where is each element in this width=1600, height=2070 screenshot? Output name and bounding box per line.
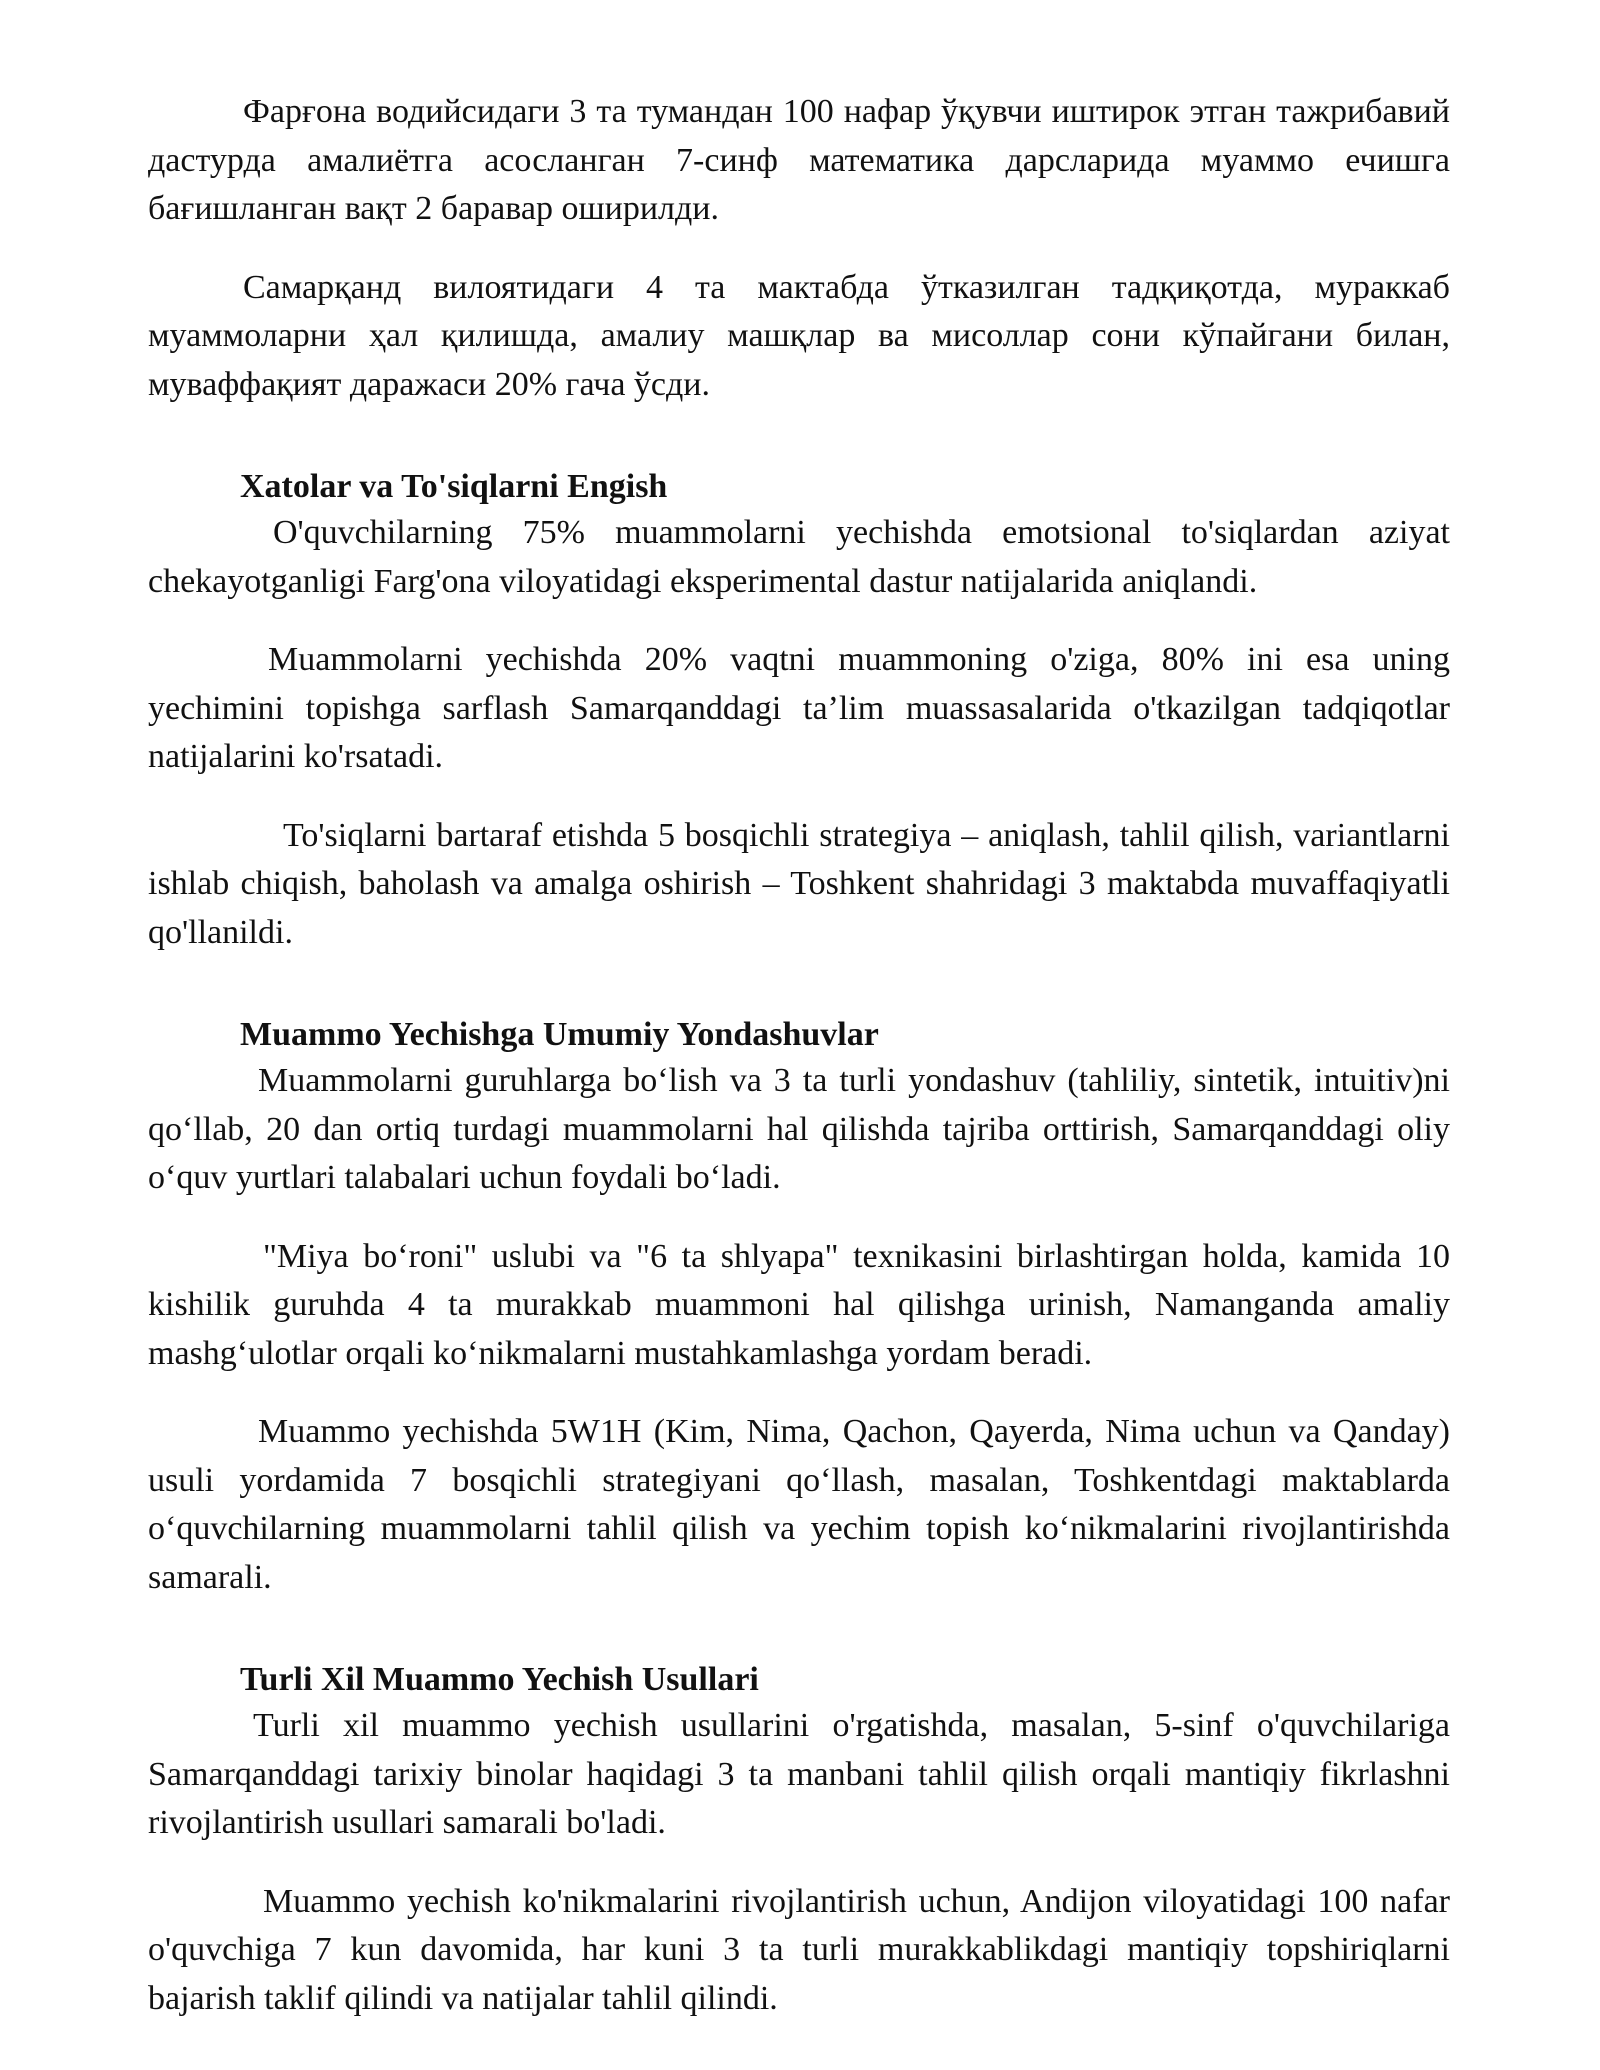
paragraph-andijan-study: Muammo yechish ko'nikmalarini rivojlantirish uchun, Andijon viloyatidagi 100 nafar o'quvchiga 7 kun davomida, har kuni 3 ta turli murakkablikdagi mantiqiy topshiriqlarni bajarish taklif qilindi va natijalar tahlil qilindi.: [148, 1882, 1450, 2017]
heading-various-methods: Turli Xil Muammo Yechish Usullari: [240, 1661, 759, 1698]
paragraph-fergana: Фарғона водийсидаги 3 та тумандан 100 нафар ўқувчи иштирок этган тажрибавий дастурда амалиётга асосланган 7-синф математика дарсларида муаммо ечишга бағишланган вақт 2 баравар оширилди.: [148, 93, 1450, 227]
paragraph-samarkand: Самарқанд вилоятидаги 4 та мактабда ўтказилган тадқиқотда, мураккаб муаммоларни ҳал қилишда, амалиу машқлар ва мисоллар сони кўпайгани билан, муваффақият даражаси 20% гача ўсди.: [148, 268, 1450, 403]
heading-obstacles: Xatolar va To'siqlarni Engish: [240, 468, 668, 505]
paragraph-5w1h: Muammo yechishda 5W1H (Kim, Nima, Qachon, Qayerda, Nima uchun va Qanday) usuli yordamida 7 bosqichli strategiyani qoʻllash, masalan, Toshkentdagi maktablarda oʻquvchilarning muammolarni tahlil qilish va yechim topish koʻnikmalarini rivojlantirishda samarali.: [148, 1413, 1450, 1596]
paragraph-group-approaches: Muammolarni guruhlarga boʻlish va 3 ta turli yondashuv (tahliliy, sintetik, intuitiv)ni qoʻllab, 20 dan ortiq turdagi muammolarni hal qilishda tajriba orttirish, Samarqanddagi oliy oʻquv yurtlari talabalari uchun foydali boʻladi.: [148, 1062, 1450, 1196]
paragraph-brainstorming: "Miya boʻroni" uslubi va "6 ta shlyapa" texnikasini birlashtirgan holda, kamida 10 kishilik guruhda 4 ta murakkab muammoni hal qilishga urinish, Namanganda amaliy mashgʻulotlar orqali koʻnikmalarni mustahkamlashga yordam beradi.: [148, 1237, 1450, 1372]
document-body: [148, 88, 1450, 2053]
heading-general-approaches: Muammo Yechishga Umumiy Yondashuvlar: [240, 1016, 879, 1053]
paragraph-five-step-strategy: To'siqlarni bartaraf etishda 5 bosqichli strategiya – aniqlash, tahlil qilish, variantlarni ishlab chiqish, baholash va amalga oshirish – Toshkent shahridagi 3 maktabda muvaffaqiyatli qo'llanildi.: [148, 816, 1450, 951]
paragraph-teaching-methods: Turli xil muammo yechish usullarini o'rgatishda, masalan, 5-sinf o'quvchilariga Samarqanddagi tarixiy binolar haqidagi 3 ta manbani tahlil qilish orqali mantiqiy fikrlashni rivojlantirish usullari samarali bo'ladi.: [148, 1707, 1450, 1841]
paragraph-emotional-obstacles: O'quvchilarning 75% muammolarni yechishda emotsional to'siqlardan aziyat chekayotganligi Farg'ona viloyatidagi eksperimental dastur natijalarida aniqlandi.: [148, 514, 1450, 600]
paragraph-time-allocation: Muammolarni yechishda 20% vaqtni muammoning o'ziga, 80% ini esa uning yechimini topishga sarflash Samarqanddagi ta’lim muassasalarida o'tkazilgan tadqiqotlar natijalarini ko'rsatadi.: [148, 641, 1450, 775]
